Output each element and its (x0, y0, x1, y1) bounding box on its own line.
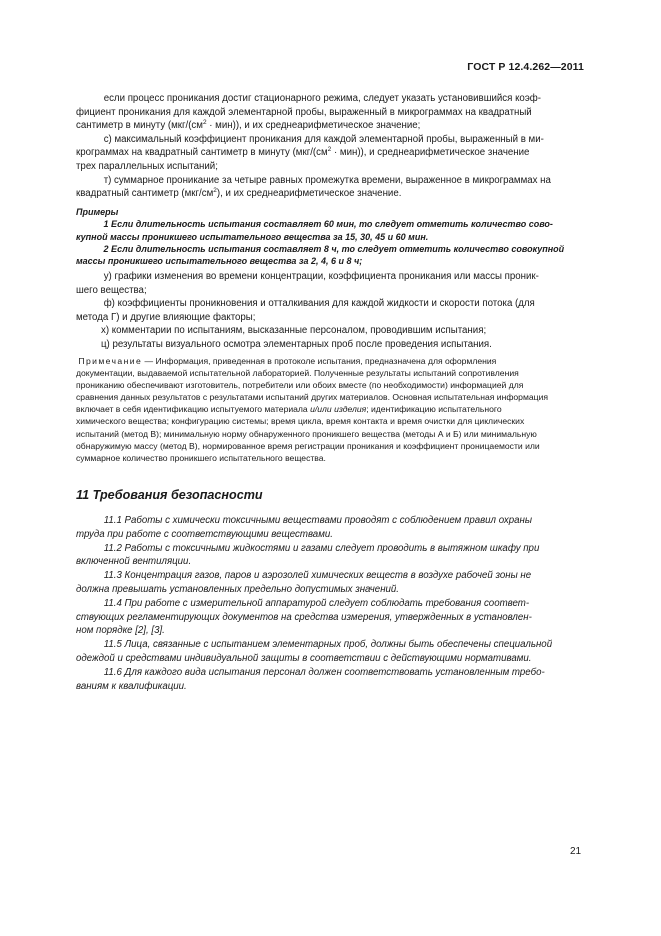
example-2: 2 Если длительность испытания составляет 8 ч, то следует отметить количество совокупной массы проникшего испытательного вещества за 2, 4, 6 и 8 ч; (76, 243, 565, 267)
clause-11-4: 11.4 При работе с измерительной аппаратурой следует соблюдать требования соответ- ствующих регламентирующих документов на средства измерения, утвержденных в установлен- ном порядке [2], [3]. (76, 597, 532, 637)
note-label: Примечание (78, 356, 143, 366)
example-1: 1 Если длительность испытания составляет 60 мин, то следует отметить количество сово- купной массы проникшего испытательного вещества за 15, 30, 45 и 60 мин. (76, 219, 553, 242)
clause-11-3: 11.3 Концентрация газов, паров и аэрозолей химических веществ в воздухе рабочей зоны не должна превышать установленных предельно допустимых значений. (76, 570, 532, 595)
section-11 (76, 488, 584, 502)
list-item-u: у) графики изменения во времени концентрации, коэффициента проникания или массы проник- шего вещества; (76, 271, 539, 296)
section-11-body (76, 514, 584, 693)
note-block (76, 355, 584, 464)
clause-11-2: 11.2 Работы с токсичными жидкостями и газами следует проводить в вытяжном шкафу при включенной вентиляции. (76, 542, 540, 568)
list-item-f: ф) коэффициенты проникновения и отталкивания для каждой жидкости и скорости потока (для метода Г) и другие влияющие факторы; (76, 298, 535, 323)
clause-11-1: 11.1 Работы с химически токсичными веществами проводят с соблюдением правил охраны труда при работе с соответствующими веществами. (76, 515, 532, 540)
examples-block (76, 206, 584, 267)
section-title: 11 Требования безопасности (76, 488, 263, 502)
note-text: Примечание — Информация, приведенная в протоколе испытания, предназначена для оформления документации, выдаваемой испытательной лабораторией. Полученные результаты испытаний сопротивления прониканию обеспечивают изготовитель, потребители или обоих вместе (по необходимости) информацией для сравнения данных результатов с результатами испытаний других материалов. Основная испытательная информация включает в себя идентификацию испытуемого материала и/или изделия; идентификацию испытательного химического вещества; конфигурацию системы; время цикла, время контакта и время очистки для циклических испытаний (метод В); минимальную норму обнаруженного проникшего вещества (методы А и Б) или минимальную обнаружимую массу (метод В), нормированное время регистрации проникания и коэффициент проницаемости или суммарное количество проникшего испытательного вещества. (76, 356, 549, 463)
list-item-s: с) максимальный коэффициент проникания для каждой элементарной пробы, выраженный в ми- крограммах на квадратный сантиметр в минуту $(мкг/(см^2 \cdot мин))$, и среднеарифметическое значение трех параллельных испытаний; (76, 133, 544, 172)
list-item-cont: если процесс проникания достиг стационарного режима, следует указать установившийся коэф- фициент проникания для каждой элементарной пробы, выраженный в микрограммах на квадратный сантиметр в минуту $(мкг/(см^2 \cdot мин))$, и их среднеарифметическое значение; (76, 93, 541, 132)
clause-11-6: 11.6 Для каждого вида испытания персонал должен соответствовать установленным требо- ваниям к квалификации. (76, 666, 545, 692)
list-item-ts: ц) результаты визуального осмотра элементарных проб после проведения испытания. (101, 338, 492, 350)
standard-header: ГОСТ Р 12.4.262—2011 (467, 61, 584, 73)
list-item-t: т) суммарное проникание за четыре равных промежутка времени, выраженное в микрограммах на квадратный сантиметр $(мкг/см^2)$, и их среднеарифметическое значение. (76, 174, 551, 200)
list-bottom (76, 270, 584, 352)
list-top (76, 92, 584, 201)
clause-11-5: 11.5 Лица, связанные с испытанием элементарных проб, должны быть обеспечены специальной одеждой и средствами индивидуальной защиты в соответствии с действующими нормативами. (76, 639, 553, 664)
list-item-h: х) комментарии по испытаниям, высказанные персоналом, проводившим испытания; (101, 325, 487, 337)
page-number: 21 (570, 846, 582, 857)
examples-heading: Примеры (76, 207, 119, 217)
